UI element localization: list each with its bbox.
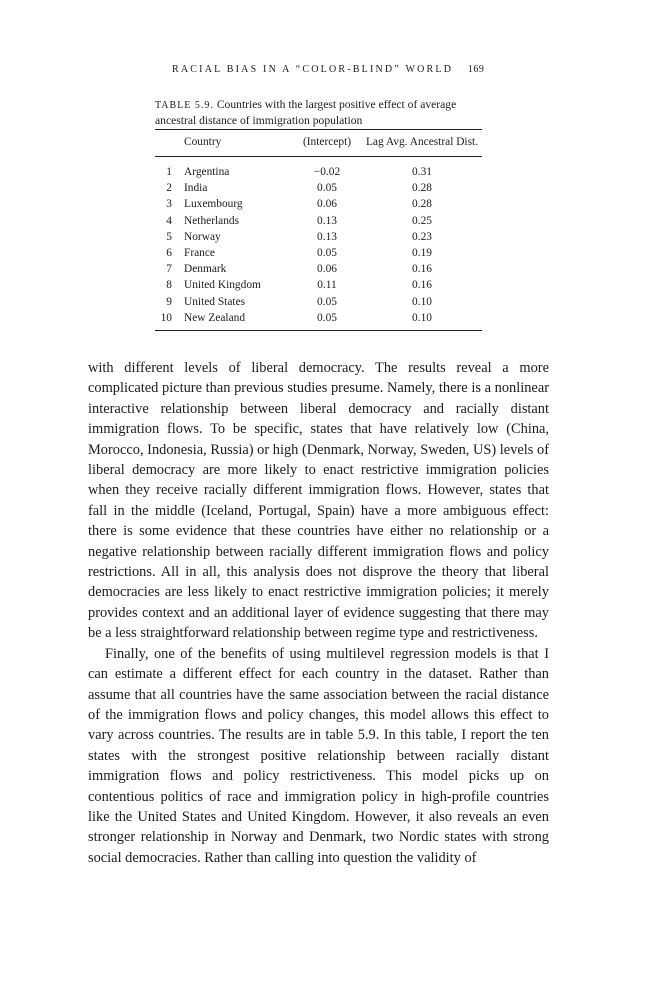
row-lag-ancestral-dist: 0.31 xyxy=(412,166,432,178)
row-index: 6 xyxy=(166,247,172,260)
row-lag-ancestral-dist: 0.23 xyxy=(412,230,432,243)
table-row xyxy=(155,310,482,331)
row-index: 8 xyxy=(166,279,172,292)
row-index: 9 xyxy=(166,295,172,308)
table-header-row xyxy=(155,130,482,157)
row-intercept: 0.05 xyxy=(317,182,337,195)
row-lag-ancestral-dist: 0.16 xyxy=(412,279,432,292)
row-intercept: −0.02 xyxy=(313,166,341,178)
row-index: 2 xyxy=(166,182,172,195)
table-row xyxy=(155,196,482,212)
row-intercept: 0.05 xyxy=(292,310,362,331)
row-index: 3 xyxy=(166,198,172,211)
table-row xyxy=(155,277,482,293)
page-number: 169 xyxy=(467,64,485,75)
row-country: Norway xyxy=(184,230,221,243)
row-intercept: 0.11 xyxy=(317,279,337,292)
running-head xyxy=(172,64,485,75)
header-lag: Lag Avg. Ancestral Dist. xyxy=(362,130,482,157)
row-intercept: 0.13 xyxy=(317,214,337,227)
header-country: Country xyxy=(184,130,292,157)
table-row xyxy=(155,261,482,277)
row-country: India xyxy=(184,182,208,195)
row-lag-ancestral-dist: 0.19 xyxy=(412,247,432,260)
table-row xyxy=(155,157,482,181)
row-lag-ancestral-dist: 0.16 xyxy=(412,263,432,276)
paragraph-continued: with different levels of liberal democracy. The results reveal a more complicated picture than previous studies presume. Namely, there is a nonlinear interactive relationship between liberal democracy and racially distant immigration flows. To be specific, states that have relatively low (China, Morocco, Indonesia, Russia) or high (Denmark, Norway, Sweden, US) levels of liberal democracy are more likely to enact restrictive immigration policies when they receive racially different immigration flows. However, states that fall in the middle (Iceland, Portugal, Spain) have a more ambiguous effect: there is some evidence that these countries have either no relationship or a negative relationship between racially different immigration flows and policy restrictions. All in all, this analysis does not disprove the theory that liberal democracies are less likely to enact restrictive immigration policies; it merely provides context and an additional layer of evidence suggesting that there may be a less straightforward relationship between regime type and restrictiveness. xyxy=(88,360,549,642)
row-intercept: 0.13 xyxy=(317,230,337,243)
row-index: 7 xyxy=(166,263,172,276)
row-country: Netherlands xyxy=(184,214,240,227)
table-row xyxy=(155,294,482,310)
row-country: United Kingdom xyxy=(184,279,261,292)
table-row xyxy=(155,229,482,245)
row-country: France xyxy=(184,247,215,260)
running-head-title: RACIAL BIAS IN A “COLOR-BLIND” WORLD xyxy=(172,64,454,75)
row-intercept: 0.05 xyxy=(317,295,337,308)
row-lag-ancestral-dist: 0.25 xyxy=(412,214,432,227)
row-lag-ancestral-dist: 0.28 xyxy=(412,182,432,195)
table-label: TABLE 5.9. xyxy=(155,100,214,111)
row-intercept: 0.05 xyxy=(317,247,337,260)
header-index xyxy=(155,130,184,157)
row-country: Denmark xyxy=(184,263,227,276)
row-index: 5 xyxy=(166,230,172,243)
row-lag-ancestral-dist: 0.10 xyxy=(362,310,482,331)
row-index: 1 xyxy=(166,166,172,178)
header-intercept: (Intercept) xyxy=(292,130,362,157)
row-lag-ancestral-dist: 0.10 xyxy=(412,295,432,308)
results-table xyxy=(155,129,482,331)
table-caption-text: Countries with the largest positive effect of average ancestral distance of immigration population xyxy=(155,98,457,127)
table-row xyxy=(155,245,482,261)
row-lag-ancestral-dist: 0.28 xyxy=(412,198,432,211)
table-caption xyxy=(155,97,480,128)
row-intercept: 0.06 xyxy=(317,263,337,276)
row-country: United States xyxy=(184,295,246,308)
row-country: New Zealand xyxy=(184,310,292,331)
table-row xyxy=(155,180,482,196)
table-body xyxy=(155,157,482,331)
body-text xyxy=(88,358,549,868)
paragraph-finally: Finally, one of the benefits of using multilevel regression models is that I can estimate a different effect for each country in the dataset. Rather than assume that all countries have the same association between the racial distance of the immigration flows and policy changes, this model allows this effect to vary across countries. The results are in table 5.9. In this table, I report the ten states with the strongest positive relationship between racially distant immigration flows and policy restrictiveness. This model picks up on contentious politics of race and immigration policy in high-profile countries like the United States and United Kingdom. However, it also reveals an even stronger relationship in Norway and Denmark, two Nordic states with strong social democracies. Rather than calling into question the validity of xyxy=(88,645,549,866)
row-intercept: 0.06 xyxy=(317,198,337,211)
row-country: Argentina xyxy=(184,166,230,178)
table-row xyxy=(155,213,482,229)
row-country: Luxembourg xyxy=(184,198,243,211)
row-index: 10 xyxy=(155,310,184,331)
row-index: 4 xyxy=(166,214,172,227)
